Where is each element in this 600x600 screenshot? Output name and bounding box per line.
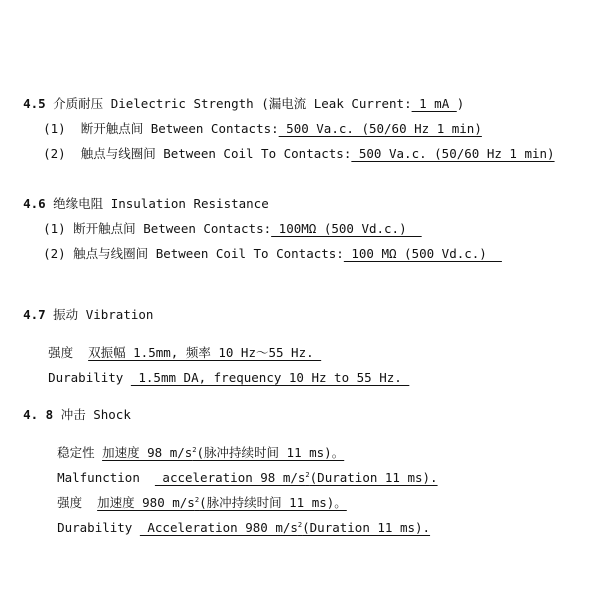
item-label: (1) 断开触点间 Between Contacts: xyxy=(43,121,279,136)
section-title: 介质耐压 Dielectric Strength (漏电流 Leak Current: xyxy=(45,96,412,111)
row-label: Malfunction xyxy=(57,470,155,485)
dielectric-item-2 xyxy=(28,127,555,163)
section-number: 4.7 xyxy=(23,307,46,322)
vibration-durability-row xyxy=(33,351,409,387)
row-value: 加速度 980 $m/s^2$(脉冲持续时间 11 ms)。 xyxy=(97,495,347,510)
item-value: 100MΩ (500 Vd.c.) xyxy=(271,221,422,236)
row-value: 1.5mm DA, frequency 10 Hz to 55 Hz. xyxy=(130,370,410,385)
section-4-7-heading xyxy=(8,288,153,324)
row-label: 强度 xyxy=(48,345,89,360)
section-4-8-heading xyxy=(8,388,131,424)
shock-durability-en-row xyxy=(42,501,430,537)
row-label: 强度 xyxy=(57,495,98,510)
row-value: 双振幅 1.5mm, 频率 10 Hz～55 Hz. xyxy=(88,345,322,360)
section-number: 4. 8 xyxy=(23,407,54,422)
section-title: 冲击 Shock xyxy=(53,407,131,422)
section-title: 绝缘电阻 Insulation Resistance xyxy=(45,196,269,211)
row-value: 加速度 98 $m/s^2$(脉冲持续时间 11 ms)。 xyxy=(102,445,345,460)
section-number: 4.5 xyxy=(23,96,46,111)
row-label: Durability xyxy=(57,520,140,535)
item-label: (2) 触点与线圈间 Between Coil To Contacts: xyxy=(43,146,352,161)
row-value: acceleration 98 $m/s^2(Duration$ 11 ms). xyxy=(154,470,438,485)
item-value: 500 Va.c. (50/60 Hz 1 min) xyxy=(351,146,555,161)
item-value: 100 MΩ (500 Vd.c.) xyxy=(343,246,502,261)
row-label: Durability xyxy=(48,370,131,385)
item-label: (1) 断开触点间 Between Contacts: xyxy=(43,221,272,236)
insulation-item-2 xyxy=(28,227,502,263)
item-value: 500 Va.c. (50/60 Hz 1 min) xyxy=(278,121,482,136)
row-label: 稳定性 xyxy=(57,445,103,460)
leak-current-value: 1 mA xyxy=(411,96,457,111)
item-label: (2) 触点与线圈间 Between Coil To Contacts: xyxy=(43,246,344,261)
section-title: 振动 Vibration xyxy=(45,307,154,322)
closing-paren: ) xyxy=(456,96,465,111)
row-value: Acceleration 980 $m/s^2(Duration$ 11 ms). xyxy=(139,520,431,535)
section-number: 4.6 xyxy=(23,196,46,211)
